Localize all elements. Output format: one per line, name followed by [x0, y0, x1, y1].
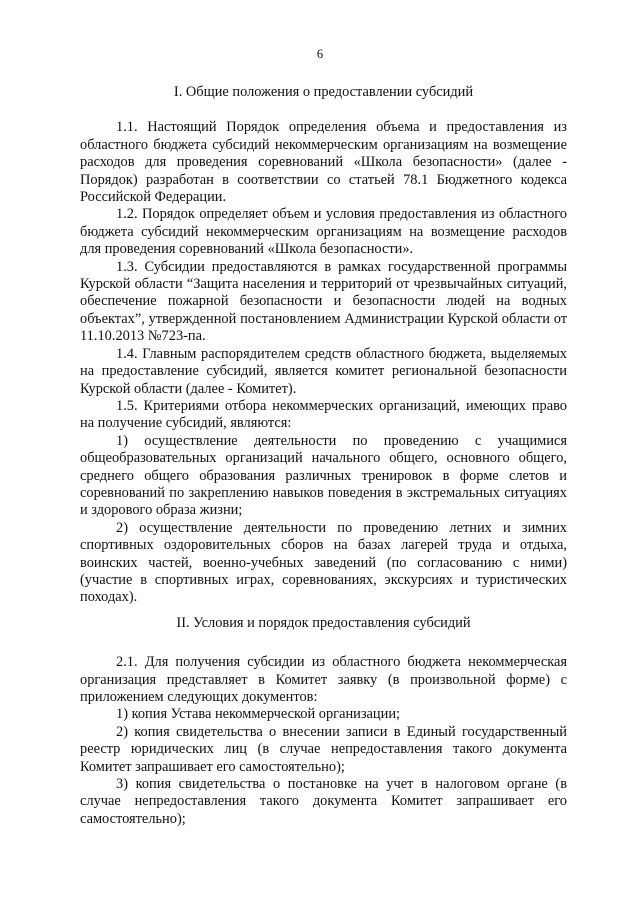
paragraph-1-4: 1.4. Главным распорядителем средств областного бюджета, выделяемых на предоставление субсидий, является комитет региональной безопасности Курской области (далее - Комитет).: [80, 345, 567, 397]
page-number: 6: [316, 47, 324, 61]
paragraph-1-1: 1.1. Настоящий Порядок определения объема и предоставления из областного бюджета субсидий некоммерческим организациям на возмещение расходов для проведения соревнований «Школа безопасности» (далее - Порядок) разработан в соответствии со статьей 78.1 Бюджетного кодекса Российской Федерации.: [80, 119, 567, 206]
paragraph-2-1: 2.1. Для получения субсидии из областного бюджета некоммерческая организация представляет в Комитет заявку (в произвольной форме) с приложением следующих документов:: [80, 654, 567, 705]
paragraph-1-3: 1.3. Субсидии предоставляются в рамках государственной программы Курской области “Защита населения и территорий от чрезвычайных ситуаций, обеспечение пожарной безопасности и безопасности людей на водных объектах”, утвержденной постановлением Администрации Курской области от 11.10.2013 №723-па.: [80, 258, 567, 345]
section-heading-conditions: II. Условия и порядок предоставления субсидий: [176, 614, 471, 631]
list-item-document-3: 3) копия свидетельства о постановке на учет в налоговом органе (в случае непредоставления такого документа Комитет запрашивает его самостоятельно);: [80, 776, 567, 827]
list-item-criteria-1: 1) осуществление деятельности по проведению с учащимися общеобразовательных организаций начального общего, основного общего, среднего общего образования различных тренировок в форме слетов и соревнований по закреплению навыков поведения в экстремальных ситуациях и здорового образа жизни;: [80, 432, 567, 519]
document-body: [80, 84, 567, 828]
list-item-document-1: 1) копия Устава некоммерческой организации;: [116, 706, 401, 723]
paragraph-1-2: 1.2. Порядок определяет объем и условия предоставления из областного бюджета субсидий некоммерческим организациям на возмещение расходов для проведения соревнований «Школа безопасности».: [80, 206, 567, 258]
section-heading-general: I. Общие положения о предоставлении субсидий: [173, 84, 474, 100]
list-item-criteria-2: 2) осуществление деятельности по проведению летних и зимних спортивных оздоровительных сборов на базах лагерей труда и отдыха, воинских частей, военно-учебных заведений (по согласованию с ними) (участие в спортивных играх, соревнованиях, экскурсиях и туристических походах).: [80, 519, 567, 606]
list-item-document-2: 2) копия свидетельства о внесении записи в Единый государственный реестр юридических лиц (в случае непредоставления такого документа Комитет запрашивает его самостоятельно);: [80, 723, 567, 775]
paragraph-1-5: 1.5. Критериями отбора некоммерческих организаций, имеющих право на получение субсидий, являются:: [80, 397, 567, 432]
